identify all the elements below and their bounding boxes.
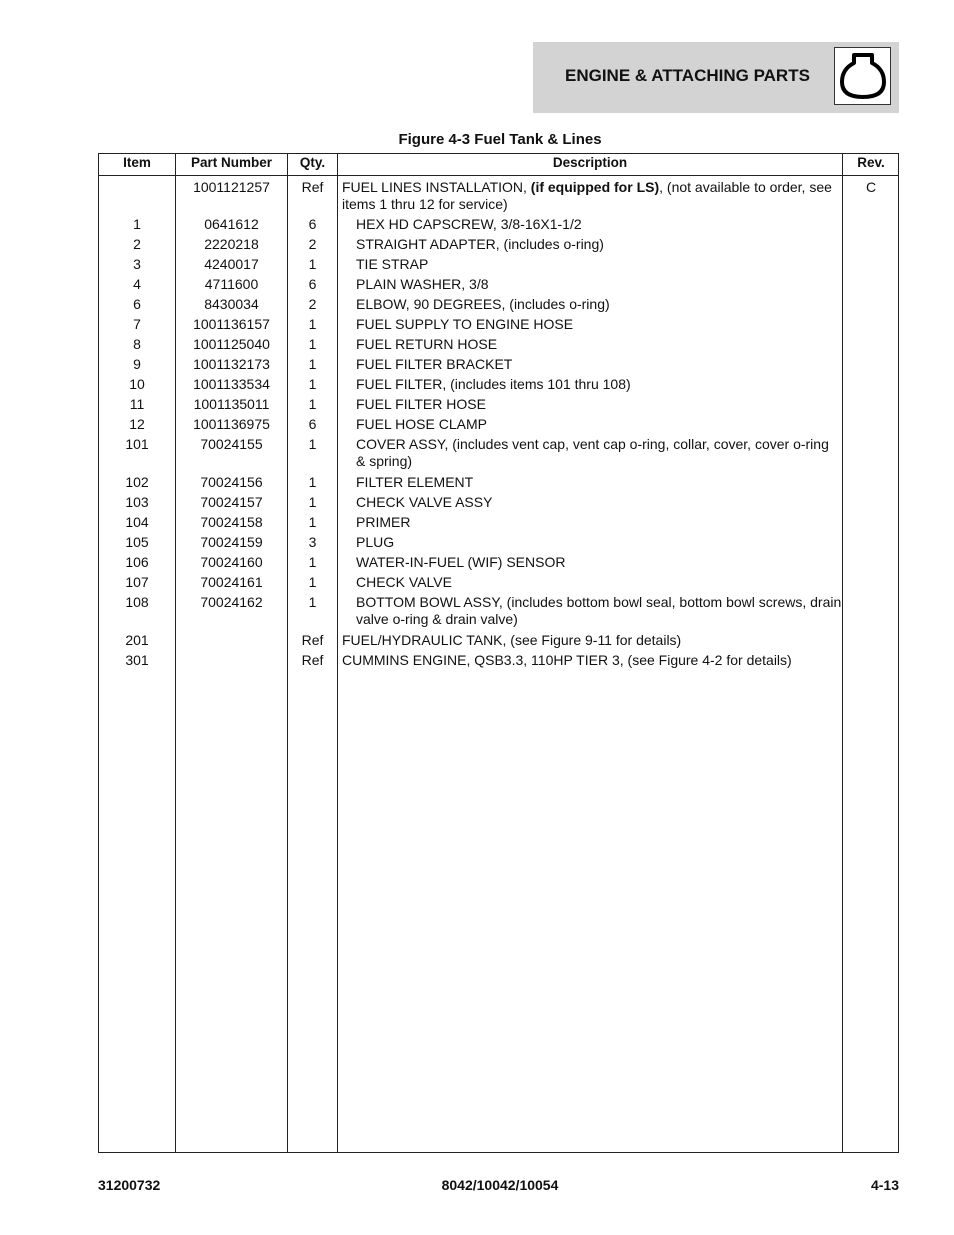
table-row: [99, 514, 898, 534]
col-header-qty: Qty.: [299, 155, 326, 170]
quantity: Ref: [301, 632, 324, 648]
description: FUEL FILTER, (includes items 101 thru 108): [356, 376, 631, 392]
item-number: 7: [133, 316, 141, 332]
item-number: 6: [133, 296, 141, 312]
part-number: 1001133534: [193, 376, 270, 392]
quantity: 1: [308, 256, 317, 272]
footer-page-number: 4-13: [870, 1177, 899, 1193]
quantity: 1: [308, 574, 317, 590]
col-header-rev: Rev.: [857, 155, 885, 170]
item-number: 201: [125, 632, 149, 648]
description: STRAIGHT ADAPTER, (includes o-ring): [356, 236, 604, 252]
quantity: 1: [308, 356, 317, 372]
description: FUEL FILTER BRACKET: [356, 356, 513, 372]
table-row: [99, 236, 898, 256]
part-number: 1001136157: [193, 316, 270, 332]
description-text: FUEL LINES INSTALLATION,: [342, 179, 531, 195]
description: FUEL SUPPLY TO ENGINE HOSE: [356, 316, 574, 332]
description: CHECK VALVE: [356, 574, 452, 590]
item-number: 12: [129, 416, 145, 432]
col-header-description: Description: [552, 155, 628, 170]
part-number: 70024162: [200, 594, 263, 610]
description: FUEL/HYDRAULIC TANK, (see Figure 9-11 for details): [342, 632, 682, 648]
quantity: 1: [308, 396, 317, 412]
description: PRIMER: [356, 514, 411, 530]
quantity: 2: [308, 296, 317, 312]
table-row: [99, 594, 898, 632]
description-text: , (not available to order, see items 1 thru 12 for service): [342, 179, 832, 212]
item-number: 101: [125, 436, 149, 452]
quantity: 6: [308, 416, 317, 432]
item-number: 9: [133, 356, 141, 372]
table-row: [99, 216, 898, 236]
quantity: 1: [308, 336, 317, 352]
part-number: 2220218: [204, 236, 259, 252]
table-row: [99, 574, 898, 594]
table-row: [99, 316, 898, 336]
quantity: 6: [308, 276, 317, 292]
part-number: 1001135011: [193, 396, 270, 412]
table-row: [99, 632, 898, 652]
item-number: 107: [125, 574, 149, 590]
item-number: 8: [133, 336, 141, 352]
figure-title: Figure 4-3 Fuel Tank & Lines: [398, 131, 602, 148]
quantity: 1: [308, 376, 317, 392]
item-number: 4: [133, 276, 141, 292]
description: HEX HD CAPSCREW, 3/8-16X1-1/2: [356, 216, 582, 232]
description: FUEL FILTER HOSE: [356, 396, 486, 412]
table-row: [99, 179, 898, 216]
description: CUMMINS ENGINE, QSB3.3, 110HP TIER 3, (see Figure 4-2 for details): [342, 652, 792, 668]
quantity: Ref: [301, 652, 324, 668]
revision: C: [865, 179, 877, 195]
table-body: [99, 176, 898, 672]
table-row: [99, 256, 898, 276]
table-row: [99, 554, 898, 574]
quantity: 1: [308, 316, 317, 332]
description: FUEL HOSE CLAMP: [356, 416, 487, 432]
part-number: 70024156: [200, 474, 263, 490]
table-row: [99, 436, 898, 474]
description: TIE STRAP: [356, 256, 429, 272]
part-number: 1001132173: [193, 356, 270, 372]
description: PLUG: [356, 534, 395, 550]
description: WATER-IN-FUEL (WIF) SENSOR: [356, 554, 566, 570]
item-number: 11: [129, 396, 145, 412]
footer-doc-number: 31200732: [98, 1177, 161, 1193]
table-row: [99, 416, 898, 436]
quantity: Ref: [301, 179, 324, 195]
item-number: 105: [125, 534, 149, 550]
part-number: 0641612: [204, 216, 259, 232]
description: CHECK VALVE ASSY: [356, 494, 493, 510]
quantity: 1: [308, 474, 317, 490]
table-row: [99, 356, 898, 376]
part-number: 4711600: [204, 276, 259, 292]
item-number: 1: [133, 216, 141, 232]
table-row: [99, 296, 898, 316]
description: FILTER ELEMENT: [356, 474, 474, 490]
quantity: 1: [308, 594, 317, 610]
quantity: 2: [308, 236, 317, 252]
description: [342, 179, 842, 213]
table-row: [99, 474, 898, 494]
part-number: 70024158: [200, 514, 263, 530]
quantity: 1: [308, 554, 317, 570]
description: FUEL RETURN HOSE: [356, 336, 498, 352]
section-title: ENGINE & ATTACHING PARTS: [565, 66, 810, 85]
part-number: 70024157: [200, 494, 263, 510]
part-number: 70024159: [200, 534, 263, 550]
col-header-item: Item: [123, 155, 151, 170]
item-number: 102: [125, 474, 149, 490]
item-number: 2: [133, 236, 141, 252]
table-row: [99, 494, 898, 514]
item-number: 10: [129, 376, 145, 392]
footer-models: 8042/10042/10054: [441, 1177, 559, 1193]
table-row: [99, 276, 898, 296]
item-number: 301: [125, 652, 149, 668]
section-header: [533, 42, 899, 113]
part-number: 1001121257: [193, 179, 270, 195]
engine-icon: [838, 51, 888, 101]
part-number: 70024161: [200, 574, 263, 590]
part-number: 4240017: [204, 256, 259, 272]
section-icon-box: [834, 47, 891, 105]
part-number: 70024160: [200, 554, 263, 570]
quantity: 1: [308, 494, 317, 510]
item-number: 106: [125, 554, 149, 570]
description-emphasis: (if equipped for LS): [530, 179, 660, 195]
table-row: [99, 652, 898, 672]
col-header-part-number: Part Number: [190, 155, 273, 170]
table-row: [99, 534, 898, 554]
quantity: 6: [308, 216, 317, 232]
item-number: 103: [125, 494, 149, 510]
table-row: [99, 336, 898, 356]
item-number: 108: [125, 594, 149, 610]
quantity: 3: [308, 534, 317, 550]
table-row: [99, 376, 898, 396]
part-number: 1001136975: [193, 416, 270, 432]
quantity: 1: [308, 436, 317, 452]
part-number: 70024155: [200, 436, 263, 452]
description: ELBOW, 90 DEGREES, (includes o-ring): [356, 296, 610, 312]
item-number: 104: [125, 514, 149, 530]
item-number: 3: [133, 256, 141, 272]
description: COVER ASSY, (includes vent cap, vent cap o-ring, collar, cover, cover o-ring & spring): [356, 436, 829, 469]
description: PLAIN WASHER, 3/8: [356, 276, 489, 292]
part-number: 1001125040: [193, 336, 270, 352]
part-number: 8430034: [204, 296, 259, 312]
parts-table: [98, 153, 899, 1153]
table-row: [99, 396, 898, 416]
quantity: 1: [308, 514, 317, 530]
description: BOTTOM BOWL ASSY, (includes bottom bowl seal, bottom bowl screws, drain valve o-ring & drain valve): [356, 594, 842, 627]
